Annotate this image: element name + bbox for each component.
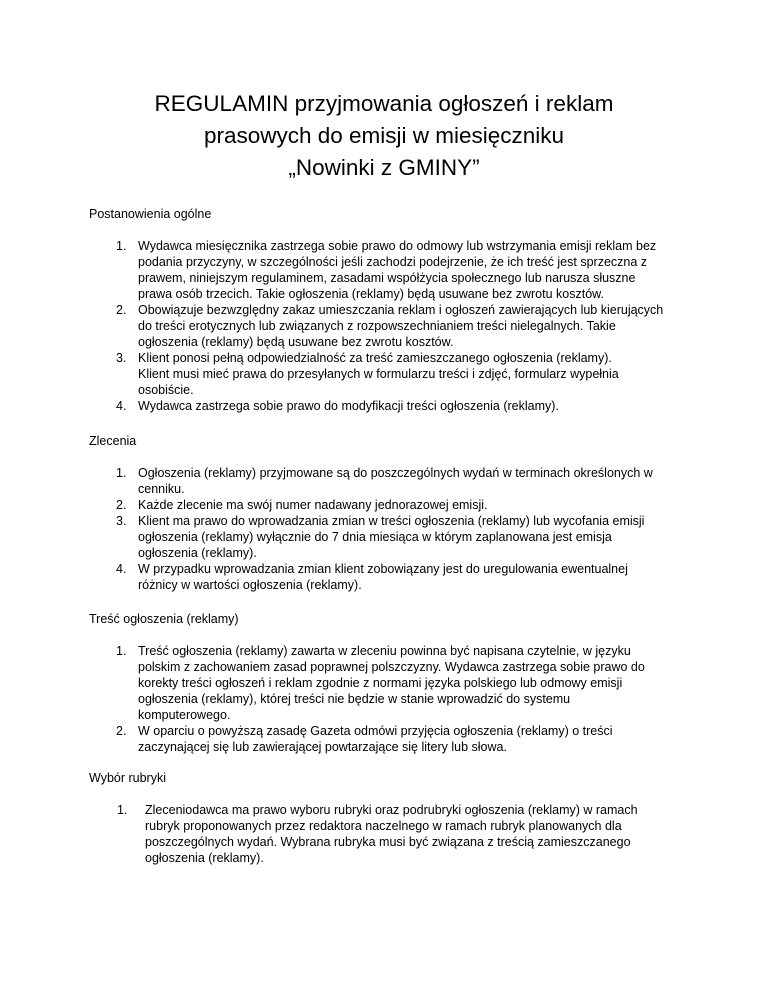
item-number: 1.: [116, 644, 127, 658]
list-item: [89, 561, 689, 593]
item-number: 3.: [116, 351, 127, 365]
item-number: 4.: [116, 562, 127, 576]
list-item: [89, 802, 689, 866]
item-text-line: W oparciu o powyższą zasadę Gazeta odmówi przyjęcia ogłoszenia (reklamy) o treści: [138, 724, 613, 738]
item-text-line: W przypadku wprowadzania zmian klient zobowiązany jest do uregulowania ewentualnej: [138, 562, 628, 576]
list-item: [89, 238, 689, 302]
item-text-line: zaczynającej się lub zawierającej powtarzające się litery lub słowa.: [138, 740, 507, 754]
item-text-line: ogłoszenia (reklamy).: [145, 851, 264, 865]
list-item: [89, 465, 689, 497]
item-number: 2.: [116, 724, 127, 738]
item-number: 1.: [116, 466, 127, 480]
list-item: [89, 302, 689, 350]
item-text-line: osobiście.: [138, 383, 194, 397]
item-text-line: korekty treści ogłoszeń i reklam zgodnie z normami języka polskiego lub odmowy emisji: [138, 676, 623, 690]
section-list-tresc: [89, 643, 689, 755]
item-text-line: prawem, niniejszym regulaminem, zasadami współżycia społecznego lub narusza słuszne: [138, 271, 636, 285]
section-list-zlecenia: [89, 465, 689, 593]
document-title: [60, 88, 708, 184]
item-number: 1.: [117, 803, 128, 817]
item-text-line: Obowiązuje bezwzględny zakaz umieszczania reklam i ogłoszeń zawierających lub kierujących: [138, 303, 664, 317]
section-list-postanowienia: [89, 238, 689, 414]
item-text-line: do treści erotycznych lub związanych z rozpowszechnianiem treści nielegalnych. Takie: [138, 319, 616, 333]
title-line-2: prasowych do emisji w miesięczniku: [203, 123, 565, 148]
item-text-line: polskim z zachowaniem zasad poprawnej polszczyzny. Wydawca zastrzega sobie prawo do: [138, 660, 645, 674]
item-text-line: Zleceniodawca ma prawo wyboru rubryki oraz podrubryki ogłoszenia (reklamy) w ramach: [145, 803, 638, 817]
item-text-line: poszczególnych wydań. Wybrana rubryka musi być związana z treścią zamieszczanego: [145, 835, 631, 849]
item-number: 2.: [116, 303, 127, 317]
item-text-line: różnicy w wartości ogłoszenia (reklamy).: [138, 578, 362, 592]
item-number: 2.: [116, 498, 127, 512]
list-item: [89, 643, 689, 723]
item-number: 4.: [116, 399, 127, 413]
item-number: 3.: [116, 514, 127, 528]
item-text-line: podania przyczyny, w szczególności jeśli zachodzi podejrzenie, że ich treść jest sprzeczna z: [138, 255, 648, 269]
item-text-line: Ogłoszenia (reklamy) przyjmowane są do poszczególnych wydań w terminach określonych w: [138, 466, 653, 480]
section-list-wybor-rubryki: [89, 802, 689, 866]
section-heading-tresc: Treść ogłoszenia (reklamy): [89, 612, 239, 626]
item-text-line: Klient ponosi pełną odpowiedzialność za treść zamieszczanego ogłoszenia (reklamy).: [138, 351, 612, 365]
item-text-line: Klient ma prawo do wprowadzania zmian w treści ogłoszenia (reklamy) lub wycofania emisji: [138, 514, 645, 528]
item-number: 1.: [116, 239, 127, 253]
item-text-line: ogłoszenia (reklamy), której treści nie będzie w stanie wprowadzić do systemu: [138, 692, 571, 706]
list-item: [89, 497, 689, 513]
item-text-line: cenniku.: [138, 482, 185, 496]
section-heading-wybor-rubryki: Wybór rubryki: [89, 771, 166, 785]
section-heading-postanowienia: Postanowienia ogólne: [89, 207, 212, 221]
list-item: [89, 350, 689, 398]
list-item: [89, 398, 689, 414]
list-item: [89, 513, 689, 561]
item-text-line: Klient musi mieć prawa do przesyłanych w formularzu treści i zdjęć, formularz wypełnia: [138, 367, 619, 381]
list-item: [89, 723, 689, 755]
item-text-line: prawa osób trzecich. Takie ogłoszenia (reklamy) będą usuwane bez zwrotu kosztów.: [138, 287, 604, 301]
item-text-line: Treść ogłoszenia (reklamy) zawarta w zleceniu powinna być napisana czytelnie, w języku: [138, 644, 631, 658]
item-text-line: Każde zlecenie ma swój numer nadawany jednorazowej emisji.: [138, 498, 488, 512]
section-heading-zlecenia: Zlecenia: [89, 434, 137, 448]
item-text-line: ogłoszenia (reklamy) będą usuwane bez zwrotu kosztów.: [138, 335, 454, 349]
item-text-line: Wydawca miesięcznika zastrzega sobie prawo do odmowy lub wstrzymania emisji reklam bez: [138, 239, 657, 253]
item-text-line: Wydawca zastrzega sobie prawo do modyfikacji treści ogłoszenia (reklamy).: [138, 399, 559, 413]
title-line-3: „Nowinki z GMINY”: [288, 155, 480, 180]
item-text-line: rubryk proponowanych przez redaktora naczelnego w ramach rubryk planowanych dla: [145, 819, 622, 833]
item-text-line: ogłoszenia (reklamy) wyłącznie do 7 dnia miesiąca w którym zaplanowana jest emisja: [138, 530, 612, 544]
item-text-line: ogłoszenia (reklamy).: [138, 546, 257, 560]
item-text-line: komputerowego.: [138, 708, 231, 722]
title-line-1: REGULAMIN przyjmowania ogłoszeń i reklam: [154, 91, 614, 116]
